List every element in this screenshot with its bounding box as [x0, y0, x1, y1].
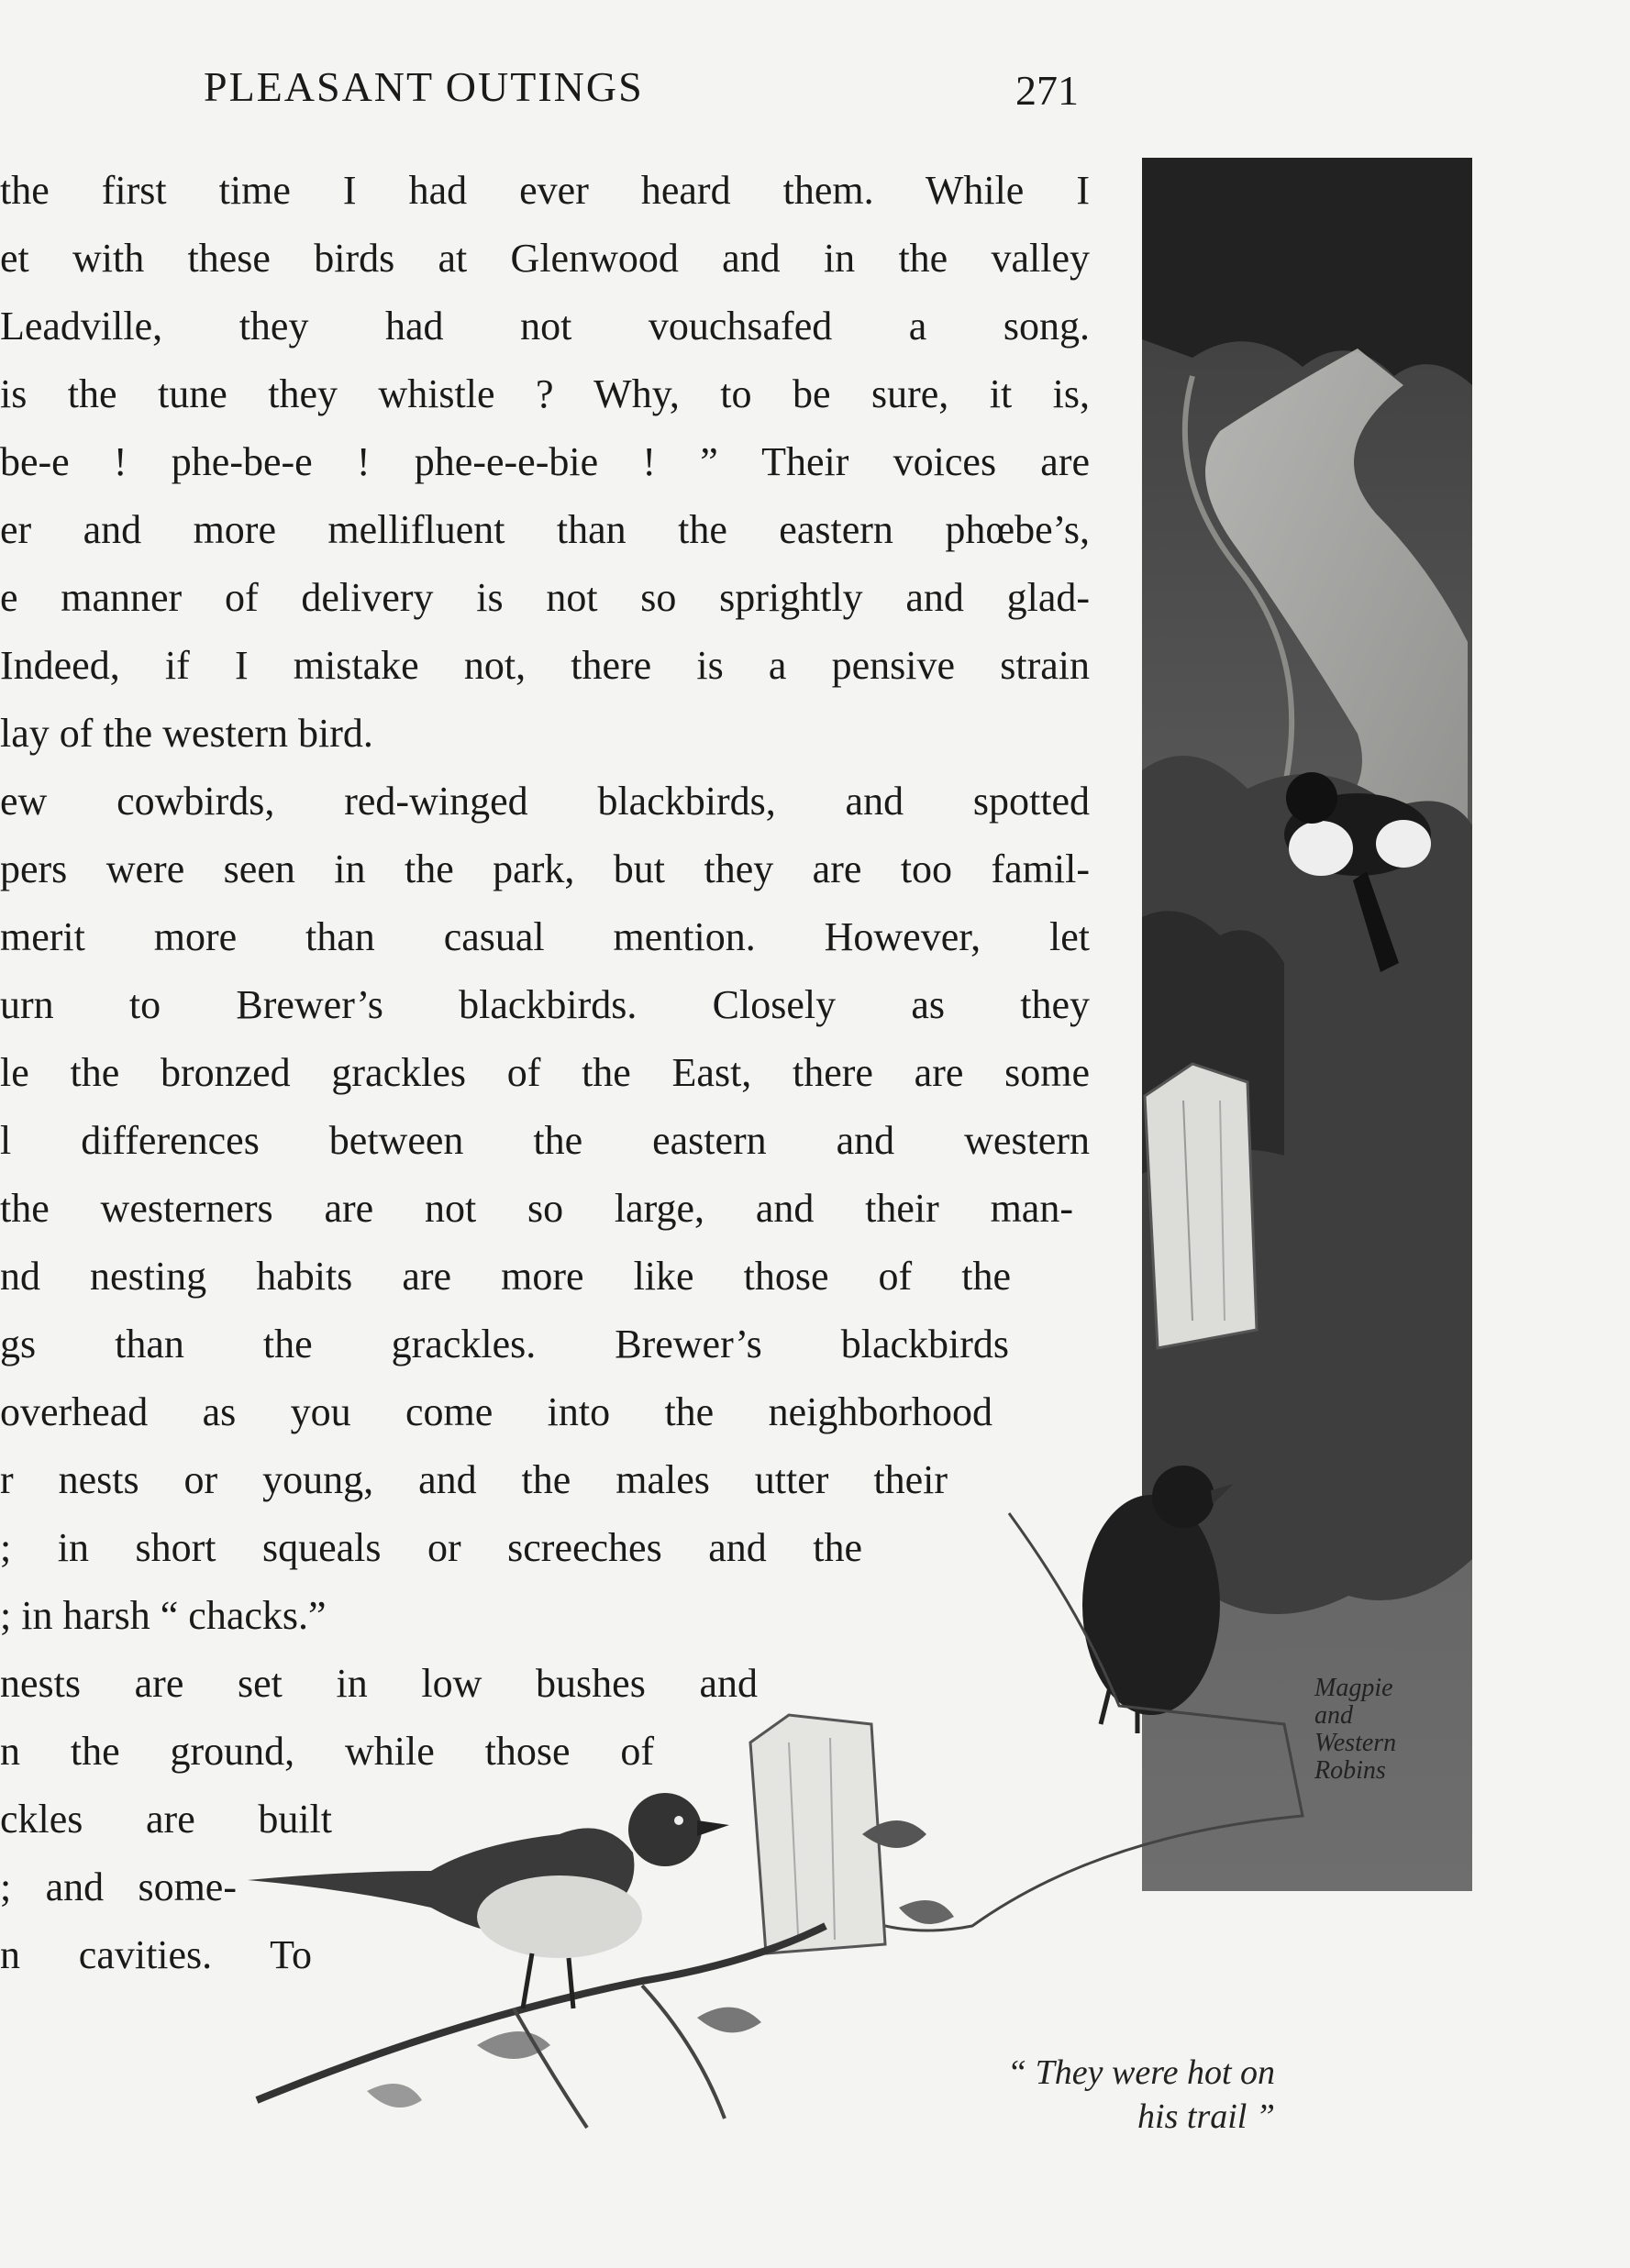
text-line: ; and some-: [0, 1864, 237, 1909]
text-line: the first time I had ever heard them. While I: [0, 168, 1090, 213]
side-caption-line: Magpie: [1314, 1674, 1393, 1702]
text-line: e manner of delivery is not so sprightly and glad-: [0, 575, 1090, 620]
text-line: the westerners are not so large, and their man-: [0, 1186, 1073, 1231]
text-line: l differences between the eastern and western: [0, 1118, 1090, 1163]
side-caption-line: Robins: [1314, 1756, 1386, 1785]
text-line: lay of the western bird.: [0, 711, 373, 756]
text-line: ; in harsh “ chacks.”: [0, 1593, 327, 1638]
text-line: nests are set in low bushes and: [0, 1661, 758, 1706]
text-line: nd nesting habits are more like those of the: [0, 1254, 1011, 1299]
text-line: is the tune they whistle ? Why, to be sure, it is,: [0, 371, 1090, 416]
side-caption-line: Western: [1314, 1729, 1397, 1757]
text-line: n the ground, while those of: [0, 1729, 654, 1774]
text-line: n cavities. To: [0, 1932, 312, 1977]
fence-post-upper: [1145, 1064, 1257, 1348]
side-caption: [1314, 1675, 1443, 1785]
running-title: PLEASANT OUTINGS: [204, 63, 644, 110]
side-caption-line: and: [1314, 1701, 1353, 1730]
quote-caption-line: “ They were hot on: [1006, 2053, 1275, 2092]
text-line: be-e ! phe-be-e ! phe-e-e-bie ! ” Their voices are: [0, 439, 1090, 484]
text-line: r nests or young, and the males utter their: [0, 1457, 948, 1502]
quote-caption: [908, 2051, 1275, 2139]
text-line: overhead as you come into the neighborhood: [0, 1389, 992, 1434]
text-line: er and more mellifluent than the eastern phœbe’s,: [0, 507, 1090, 552]
text-line: ckles are built: [0, 1797, 332, 1842]
text-line: Indeed, if I mistake not, there is a pensive strain: [0, 643, 1090, 688]
text-line: gs than the grackles. Brewer’s blackbirds: [0, 1322, 1009, 1366]
text-line: Leadville, they had not vouchsafed a song.: [0, 304, 1090, 348]
text-line: merit more than casual mention. However, let: [0, 914, 1090, 959]
text-line: urn to Brewer’s blackbirds. Closely as they: [0, 982, 1090, 1027]
text-line: le the bronzed grackles of the East, there are some: [0, 1050, 1090, 1095]
text-line: ; in short squeals or screeches and the: [0, 1525, 862, 1570]
text-line: pers were seen in the park, but they are too famil-: [0, 846, 1090, 891]
quote-caption-line: his trail ”: [1137, 2097, 1275, 2136]
text-line: ew cowbirds, red-winged blackbirds, and spotted: [0, 779, 1090, 824]
page-number: 271: [1015, 67, 1079, 114]
text-line: et with these birds at Glenwood and in the valley: [0, 236, 1090, 281]
